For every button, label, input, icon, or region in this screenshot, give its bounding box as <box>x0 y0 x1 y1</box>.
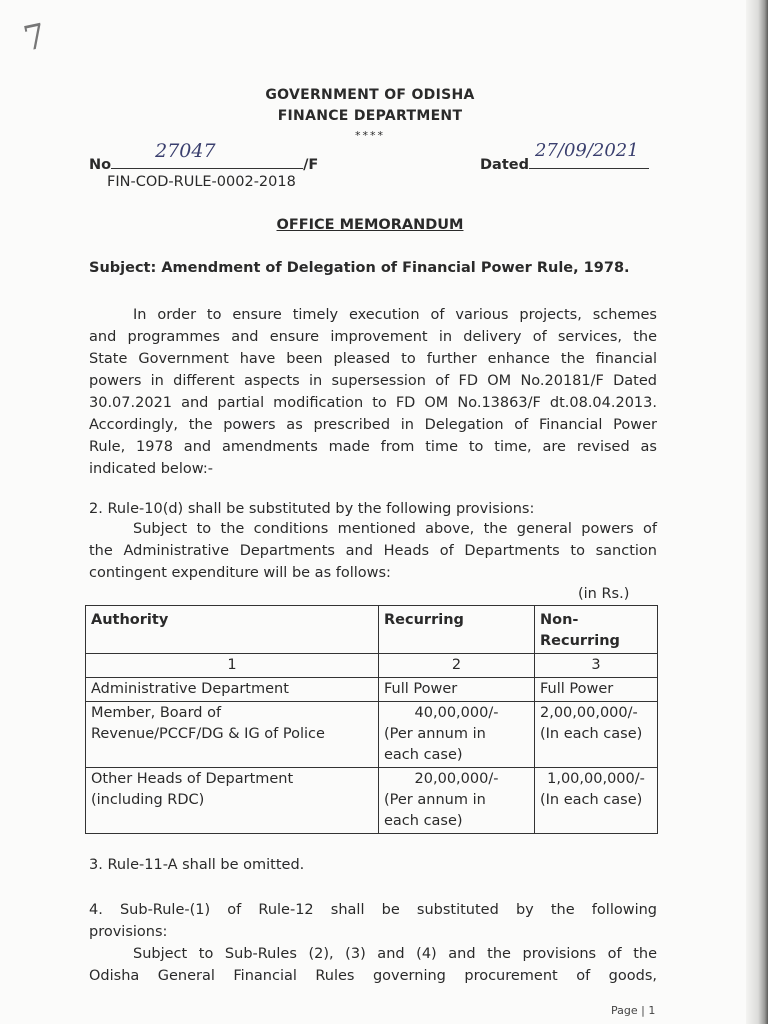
paragraph-line: powers in different aspects in supersession of FD OM No.20181/F Dated <box>89 373 657 389</box>
memo-number-handwritten: 27047 <box>155 140 216 162</box>
government-heading: GOVERNMENT OF ODISHA <box>265 87 475 103</box>
paragraph-line: Subject to the conditions mentioned above, the general powers of <box>133 521 657 537</box>
table-row <box>86 678 658 702</box>
paragraph-line: the Administrative Departments and Heads of Departments to sanction <box>89 543 657 559</box>
memo-number-line <box>111 140 303 169</box>
financial-powers-table <box>85 605 658 834</box>
cell-line: (In each case) <box>540 726 643 742</box>
non-recurring-cell <box>535 702 658 768</box>
cell-line: Other Heads of Department <box>91 771 294 787</box>
cell-line: (In each case) <box>540 792 643 808</box>
paragraph-line: and programmes and ensure improvement in delivery of services, the <box>89 329 657 345</box>
authority-cell <box>86 702 379 768</box>
authority-cell <box>86 678 379 702</box>
memo-number-label: No <box>89 157 112 173</box>
cell-line: 40,00,000/- <box>414 705 499 721</box>
header-authority: Authority <box>86 606 379 654</box>
table-row <box>86 702 658 768</box>
memo-date-handwritten: 27/09/2021 <box>534 140 639 161</box>
subject-line: Subject: Amendment of Delegation of Financial Power Rule, 1978. <box>89 260 630 276</box>
recurring-cell <box>379 702 535 768</box>
memo-date-line <box>529 140 649 169</box>
cell-line: 2,00,00,000/- <box>540 705 638 721</box>
memo-date-label: Dated <box>480 157 529 173</box>
index-cell: 3 <box>535 654 658 678</box>
index-cell: 2 <box>379 654 535 678</box>
non-recurring-cell <box>535 768 658 834</box>
index-cell: 1 <box>86 654 379 678</box>
header-recurring: Recurring <box>379 606 535 654</box>
rule-2-heading <box>89 498 657 520</box>
paragraph-line: 2. Rule-10(d) shall be substituted by the following provisions: <box>89 501 535 517</box>
cell-line: 20,00,000/- <box>414 771 499 787</box>
memo-number-suffix: /F <box>303 157 319 173</box>
heading-separator: **** <box>355 129 385 142</box>
cell-line: (Per annum in <box>384 726 486 742</box>
paragraph-line: Accordingly, the powers as prescribed in Delegation of Financial Power <box>89 417 657 433</box>
cell-line: Member, Board of <box>91 705 222 721</box>
authority-cell <box>86 768 379 834</box>
paragraph-line: 4. Sub-Rule-(1) of Rule-12 shall be substituted by the following <box>89 902 657 918</box>
paragraph-line: Subject to Sub-Rules (2), (3) and (4) and the provisions of the <box>133 946 657 962</box>
rule-4-paragraph <box>89 899 657 987</box>
page-number: Page | 1 <box>611 1004 656 1017</box>
table-row <box>86 768 658 834</box>
memo-number-row <box>89 140 319 173</box>
paragraph-line: Odisha General Financial Rules governing procurement of goods, <box>89 968 657 984</box>
cell-line: each case) <box>384 747 463 763</box>
handwritten-corner-mark: 7 <box>20 16 50 60</box>
paragraph-line: In order to ensure timely execution of various projects, schemes <box>133 307 657 323</box>
recurring-cell <box>379 678 535 702</box>
cell-line: Administrative Department <box>91 681 289 697</box>
cell-line: (Per annum in <box>384 792 486 808</box>
paragraph-line: Rule, 1978 and amendments made from time to time, are revised as <box>89 439 657 455</box>
department-heading: FINANCE DEPARTMENT <box>277 108 463 124</box>
cell-line: (including RDC) <box>91 792 205 808</box>
non-recurring-cell <box>535 678 658 702</box>
paragraph-line: indicated below:- <box>89 461 213 477</box>
intro-paragraph <box>89 304 657 480</box>
paragraph-line: 30.07.2021 and partial modification to FD OM No.13863/F dt.08.04.2013. <box>89 395 657 411</box>
header-non-recurring: Non- Recurring <box>535 606 658 654</box>
document-title: OFFICE MEMORANDUM <box>276 217 464 233</box>
paragraph-line: provisions: <box>89 924 168 940</box>
paragraph-line: contingent expenditure will be as follows: <box>89 565 391 581</box>
cell-line: each case) <box>384 813 463 829</box>
rule-3-line: 3. Rule-11-A shall be omitted. <box>89 857 305 873</box>
memo-date-row <box>480 140 649 173</box>
cell-line: Revenue/PCCF/DG & IG of Police <box>91 726 325 742</box>
table-header-row <box>86 606 658 654</box>
file-number: FIN-COD-RULE-0002-2018 <box>107 174 296 190</box>
scan-edge-shadow <box>746 0 768 1024</box>
rule-2-paragraph <box>89 518 657 584</box>
cell-line: 1,00,00,000/- <box>547 771 645 787</box>
table-index-row <box>86 654 658 678</box>
cell-line: Full Power <box>540 681 614 697</box>
recurring-cell <box>379 768 535 834</box>
unit-note: (in Rs.) <box>578 586 630 602</box>
paragraph-line: State Government have been pleased to further enhance the financial <box>89 351 657 367</box>
cell-line: Full Power <box>384 681 458 697</box>
